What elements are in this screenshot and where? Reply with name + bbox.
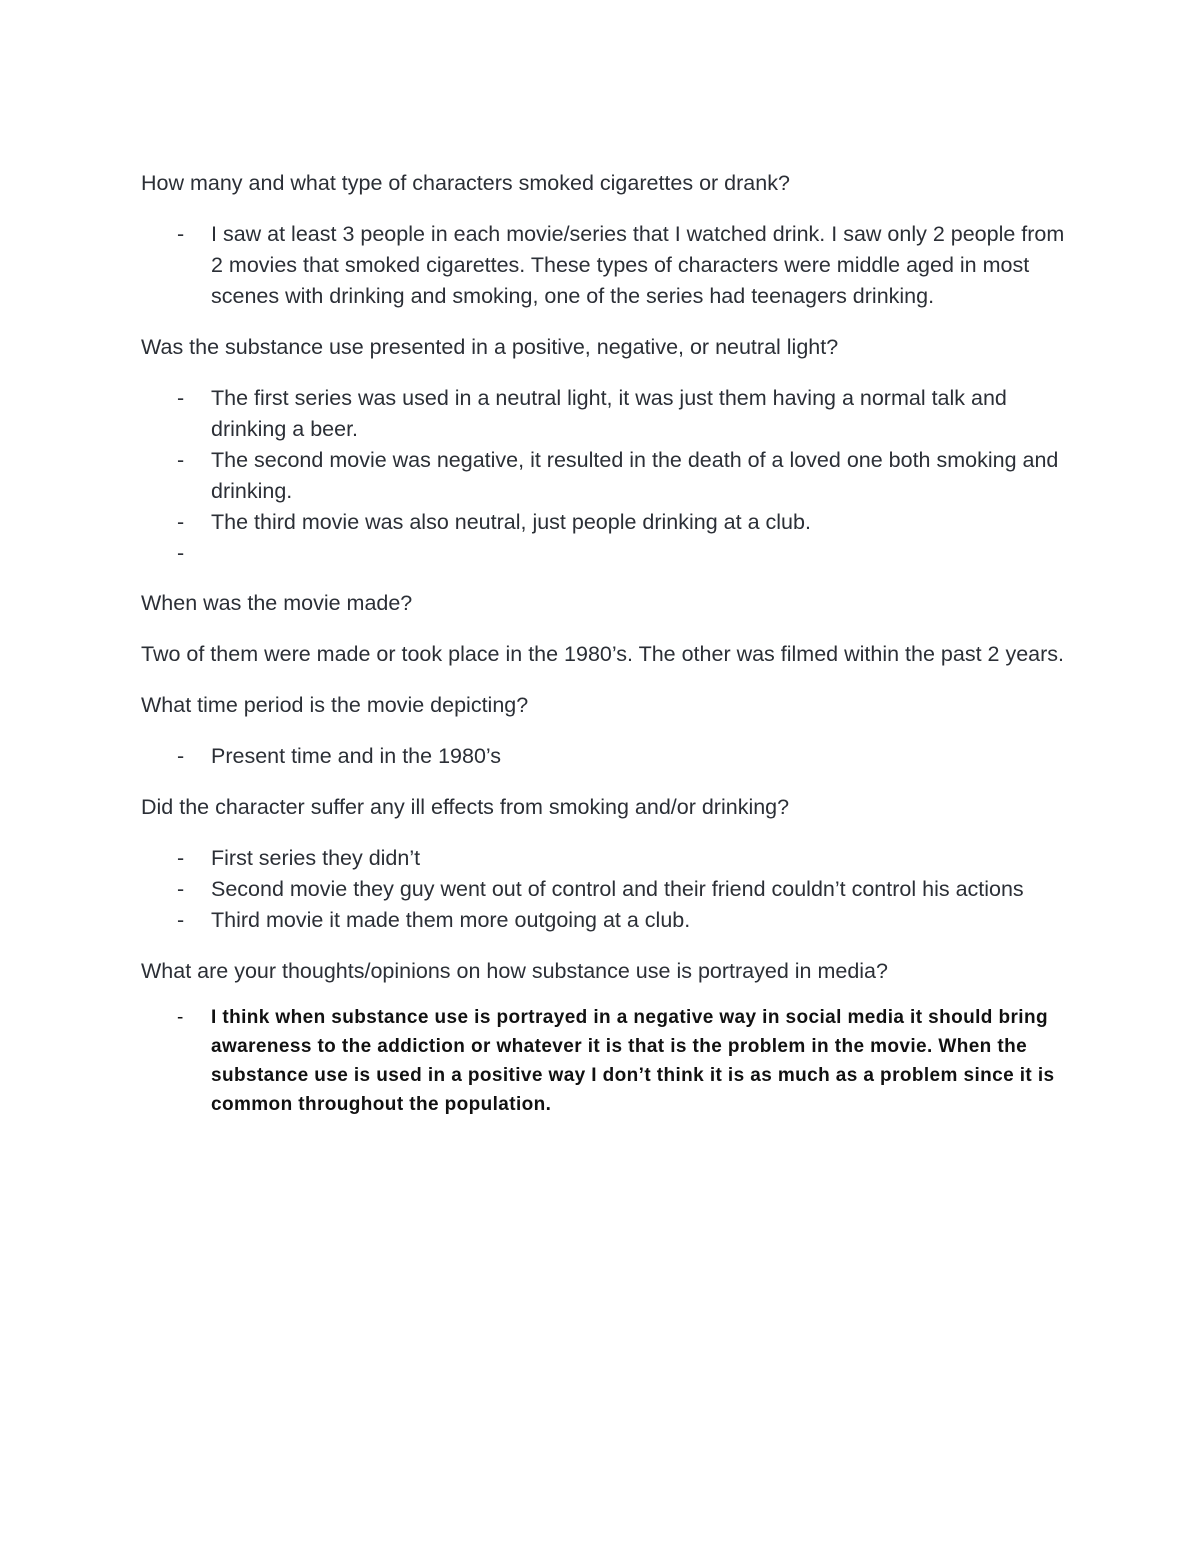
- answer-list-1: [141, 219, 1071, 312]
- dash-bullet: -: [177, 1007, 184, 1028]
- dash-bullet: -: [177, 541, 185, 565]
- answer-paragraph-3: Two of them were made or took place in the 1980’s. The other was filmed within the past 2 years.: [141, 642, 1064, 666]
- list-item-empty: [141, 538, 1071, 569]
- dash-bullet: -: [177, 908, 185, 932]
- question-2: Was the substance use presented in a positive, negative, or neutral light?: [141, 335, 839, 359]
- list-item: [141, 905, 1071, 936]
- list-item-text: The first series was used in a neutral light, it was just them having a normal talk and drinking a beer.: [211, 386, 1007, 441]
- question-3: When was the movie made?: [141, 591, 413, 615]
- answer-list-2: [141, 383, 1071, 569]
- list-item: [141, 507, 1071, 538]
- answer-list-5: [141, 843, 1071, 936]
- dash-bullet: -: [177, 448, 185, 472]
- list-item: [141, 445, 1071, 507]
- answer-list-4: [141, 741, 1071, 772]
- list-item-text: I think when substance use is portrayed in a negative way in social media it should bring awareness to the addiction or whatever it is that is the problem in the movie. When the substance use is used in a positive way I don’t think it is as much as a problem since it is common throughout the population.: [211, 1007, 1055, 1115]
- list-item: [141, 741, 1071, 772]
- dash-bullet: -: [177, 510, 185, 534]
- list-item: [141, 383, 1071, 445]
- dash-bullet: -: [177, 846, 185, 870]
- list-item: [141, 843, 1071, 874]
- list-item-text: First series they didn’t: [211, 846, 421, 870]
- dash-bullet: -: [177, 386, 185, 410]
- list-item: [141, 1003, 1071, 1119]
- question-4: What time period is the movie depicting?: [141, 693, 529, 717]
- list-item-text: Present time and in the 1980’s: [211, 744, 502, 768]
- question-1: How many and what type of characters smoked cigarettes or drank?: [141, 171, 790, 195]
- list-item-text: I saw at least 3 people in each movie/series that I watched drink. I saw only 2 people from 2 movies that smoked cigarettes. These types of characters were middle aged in most scenes with drinking and smoking, one of the series had teenagers drinking.: [211, 222, 1065, 308]
- question-5: Did the character suffer any ill effects from smoking and/or drinking?: [141, 795, 790, 819]
- dash-bullet: -: [177, 744, 185, 768]
- answer-list-6: [141, 1003, 1071, 1119]
- list-item-text: Second movie they guy went out of control and their friend couldn’t control his actions: [211, 877, 1024, 901]
- list-item: [141, 874, 1071, 905]
- list-item-text: The third movie was also neutral, just people drinking at a club.: [211, 510, 811, 534]
- document-page: [141, 168, 1071, 1139]
- dash-bullet: -: [177, 877, 185, 901]
- dash-bullet: -: [177, 222, 185, 246]
- list-item-text: Third movie it made them more outgoing at a club.: [211, 908, 691, 932]
- list-item: [141, 219, 1071, 312]
- list-item-text: The second movie was negative, it resulted in the death of a loved one both smoking and drinking.: [211, 448, 1059, 503]
- question-6: What are your thoughts/opinions on how substance use is portrayed in media?: [141, 959, 888, 983]
